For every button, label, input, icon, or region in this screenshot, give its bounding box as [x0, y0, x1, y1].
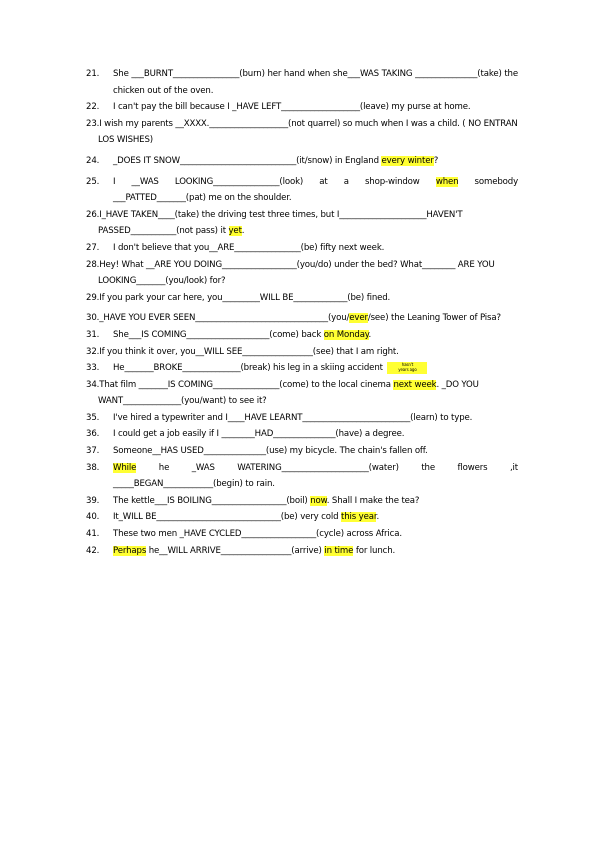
- sentence-text: _HAVE YOU EVER SEEN________________________________(you/: [99, 313, 350, 324]
- exercise-item: [86, 526, 518, 543]
- sentence-text: /see) the Leaning Tower of Pisa?: [367, 313, 501, 324]
- note-line: hasn't: [401, 361, 414, 367]
- item-number: 36.: [86, 429, 100, 440]
- exercise-text: [86, 66, 518, 99]
- highlighted-text: on Monday: [323, 329, 369, 340]
- sentence-text: .: [241, 226, 245, 237]
- exercise-text: [86, 360, 518, 377]
- sentence-text: .: [376, 512, 380, 523]
- item-number: 25.: [86, 176, 100, 187]
- exercise-text: [86, 240, 518, 257]
- sentence-text: . Shall I make the tea?: [326, 495, 420, 506]
- sentence-text: he _WAS WATERING_____________________(water) the flowers ,it _____BEGAN____________(begin) to rain.: [113, 462, 518, 490]
- highlighted-text: Perhaps: [113, 545, 147, 556]
- exercise-item: [86, 493, 518, 510]
- item-number: 27.: [86, 242, 100, 253]
- sentence-text: She___IS COMING____________________(come) back: [113, 329, 324, 340]
- exercise-item: [86, 327, 518, 344]
- note-line: years ago: [398, 366, 417, 372]
- item-number: 30.: [86, 313, 100, 324]
- sentence-text: I __WAS LOOKING________________(look) at a shop-window: [113, 176, 436, 187]
- item-number: 23.: [86, 118, 100, 129]
- sentence-text: That film _______IS COMING________________(come) to the local cinema: [99, 379, 394, 390]
- item-number: 42.: [86, 545, 100, 556]
- exercise-text: [86, 290, 518, 307]
- exercise-item: [86, 207, 518, 240]
- exercise-text: [86, 344, 518, 361]
- exercise-item: [86, 174, 518, 207]
- exercise-text: [86, 493, 518, 510]
- exercise-item: [86, 360, 518, 377]
- highlighted-text: next week: [393, 379, 437, 390]
- sentence-text: If you think it over, you__WILL SEE_________________(see) that I am right.: [99, 346, 399, 357]
- exercise-item: [86, 509, 518, 526]
- sentence-text: somebody ___PATTED_______(pat) me on the shoulder.: [113, 176, 519, 204]
- item-number: 22.: [86, 102, 100, 113]
- exercise-item: [86, 377, 518, 410]
- sentence-text: I wish my parents __XXXX.___________________(not quarrel) so much when I was a child. ( NO ENTRAN LOS WISHES): [98, 118, 518, 146]
- exercise-text: [86, 327, 518, 344]
- sentence-text: I don't believe that you__ARE________________(be) fifty next week.: [113, 242, 385, 253]
- sentence-text: _DOES IT SNOW____________________________(it/snow) in England: [113, 155, 382, 166]
- exercise-item: [86, 410, 518, 427]
- sentence-text: I_HAVE TAKEN____(take) the driving test three times, but I_____________________HAVEN'T PASSED___________(not pass) it: [98, 209, 463, 237]
- sentence-text: he__WILL ARRIVE_________________(arrive): [146, 545, 325, 556]
- exercise-item: [86, 99, 518, 116]
- sentence-text: I've hired a typewriter and I____HAVE LEARNT__________________________(learn) to type.: [113, 412, 473, 423]
- highlighted-text: when: [435, 176, 459, 187]
- exercise-item: [86, 116, 518, 149]
- item-number: 41.: [86, 529, 100, 540]
- exercise-item: [86, 344, 518, 361]
- sentence-text: It_WILL BE______________________________(be) very cold: [113, 512, 341, 523]
- highlighted-text: While: [113, 462, 137, 473]
- item-number: 35.: [86, 412, 100, 423]
- sentence-text: If you park your car here, you_________WILL BE_____________(be) fined.: [99, 292, 391, 303]
- sentence-text: The kettle___IS BOILING__________________(boil): [113, 495, 311, 506]
- exercise-item: [86, 426, 518, 443]
- item-number: 26.: [86, 209, 100, 220]
- item-number: 28.: [86, 259, 100, 270]
- sentence-text: Hey! What __ARE YOU DOING__________________(you/do) under the bed? What________ ARE YOU LOOKING_______(you/look) for?: [98, 259, 495, 287]
- item-number: 32.: [86, 346, 100, 357]
- exercise-text: [86, 99, 518, 116]
- exercise-item: [86, 257, 518, 290]
- exercise-item: [86, 310, 518, 327]
- highlighted-text: now: [310, 495, 327, 506]
- exercise-item: [86, 443, 518, 460]
- exercise-text: [86, 257, 518, 290]
- sentence-text: Someone__HAS USED_______________(use) my bicycle. The chain's fallen off.: [113, 446, 428, 457]
- highlighted-text: every winter: [381, 155, 434, 166]
- exercise-text: [86, 310, 518, 327]
- exercise-text: [86, 116, 518, 149]
- exercise-text: [86, 509, 518, 526]
- exercise-text: [86, 410, 518, 427]
- exercise-text: [86, 543, 518, 560]
- exercise-item: [86, 460, 518, 493]
- handwritten-note: [387, 362, 427, 374]
- exercise-text: [86, 526, 518, 543]
- sentence-text: I can't pay the bill because I _HAVE LEFT___________________(leave) my purse at home.: [113, 102, 471, 113]
- sentence-text: ?: [433, 155, 439, 166]
- item-number: 34.: [86, 379, 100, 390]
- item-number: 29.: [86, 292, 100, 303]
- exercise-text: [86, 153, 518, 170]
- item-number: 37.: [86, 446, 100, 457]
- exercise-item: [86, 66, 518, 99]
- exercise-item: [86, 240, 518, 257]
- item-number: 33.: [86, 363, 100, 374]
- highlighted-text: ever: [349, 313, 368, 324]
- exercise-text: [86, 443, 518, 460]
- exercise-text: [86, 426, 518, 443]
- sentence-text: . _DO YOU WANT______________(you/want) to see it?: [98, 379, 479, 407]
- item-number: 21.: [86, 69, 100, 79]
- item-number: 39.: [86, 495, 100, 506]
- exercise-text: [86, 460, 518, 493]
- highlighted-text: yet: [228, 226, 242, 237]
- sentence-text: I could get a job easily if I ________HAD_______________(have) a degree.: [113, 429, 405, 440]
- exercise-text: [86, 207, 518, 240]
- exercise-text: [86, 174, 518, 207]
- sentence-text: .: [368, 329, 372, 340]
- highlighted-text: this year: [340, 512, 377, 523]
- sentence-text: He_______BROKE______________(break) his leg in a skiing accident: [113, 363, 383, 374]
- sentence-text: for lunch.: [353, 545, 396, 556]
- highlighted-text: in time: [324, 545, 354, 556]
- exercise-item: [86, 290, 518, 307]
- exercise-item: [86, 543, 518, 560]
- item-number: 40.: [86, 512, 100, 523]
- item-number: 24.: [86, 155, 100, 166]
- exercise-text: [86, 377, 518, 410]
- sentence-text: She ___BURNT________________(burn) her hand when she___WAS TAKING _______________(take) the chicken out of the oven.: [113, 69, 518, 96]
- item-number: 38.: [86, 462, 100, 473]
- item-number: 31.: [86, 329, 100, 340]
- sentence-text: These two men _HAVE CYCLED__________________(cycle) across Africa.: [113, 529, 402, 540]
- exercise-item: [86, 153, 518, 170]
- exercise-sheet: [86, 66, 518, 559]
